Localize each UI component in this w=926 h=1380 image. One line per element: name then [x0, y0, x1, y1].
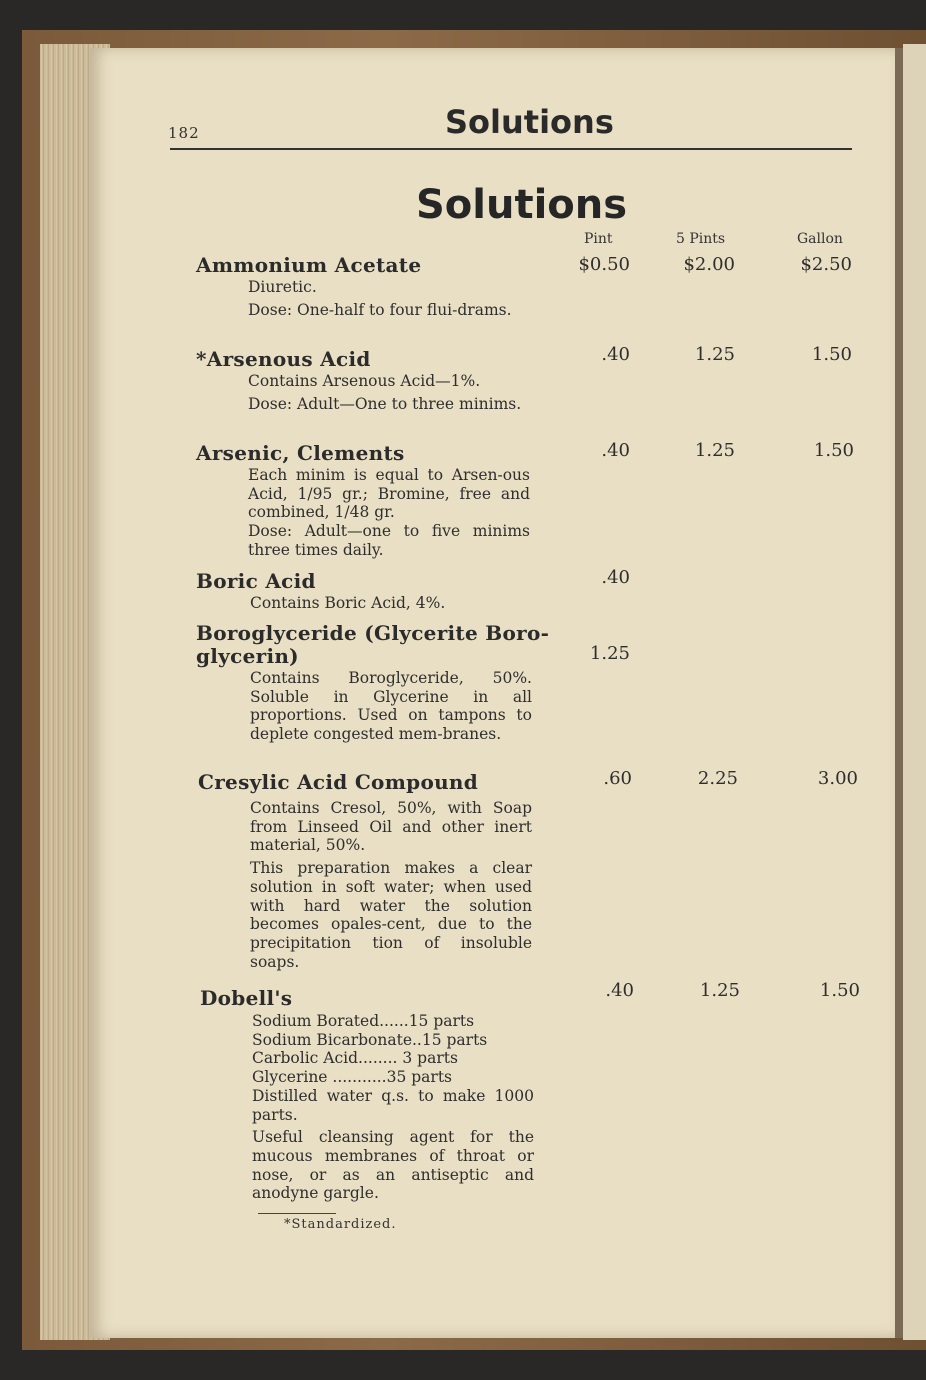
entry-desc-line: Each minim is equal to Arsen-ous Acid, 1/95 gr.; Bromine, free and combined, 1/48 gr.: [248, 466, 530, 522]
running-head: Solutions: [445, 103, 614, 141]
entry-desc-line: Distilled water q.s. to make 1000 parts.: [252, 1086, 534, 1124]
price-5-pints: $2.00: [683, 254, 735, 275]
price-pint: .60: [603, 768, 632, 789]
price-gallon: 1.50: [811, 344, 852, 365]
entry-title: Arsenic, Clements: [196, 441, 405, 465]
price-gallon: 1.50: [819, 980, 860, 1001]
entry-desc-line: Sodium Bicarbonate..15 parts: [252, 1030, 488, 1049]
price-pint: .40: [605, 980, 634, 1001]
column-header-gallon: Gallon: [797, 231, 843, 247]
entry-description: [252, 1012, 534, 1207]
entry-desc-line: Carbolic Acid........ 3 parts: [252, 1049, 458, 1068]
entry-description: [248, 372, 530, 417]
price-pint: .40: [601, 344, 630, 365]
column-header-pint: Pint: [584, 231, 613, 247]
entry-desc-line: Dose: Adult—one to five minims three times daily.: [248, 522, 530, 559]
price-5-pints: 1.25: [694, 440, 735, 461]
footnote: *Standardized.: [284, 1217, 397, 1232]
entry-desc-line: Diuretic.: [248, 278, 317, 296]
page-title: Solutions: [416, 182, 628, 228]
entry-title: Boric Acid: [196, 569, 316, 593]
price-5-pints: 1.25: [699, 980, 740, 1001]
entry-title: Dobell's: [200, 986, 293, 1010]
entry-desc-line: Dose: Adult—One to three minims.: [248, 394, 522, 413]
price-5-pints: 2.25: [697, 768, 738, 789]
entry-title: *Arsenous Acid: [196, 347, 371, 371]
entry-title: Ammonium Acetate: [196, 253, 422, 277]
entry-description: [250, 669, 532, 748]
price-gallon: 3.00: [817, 768, 858, 789]
price-pint: $0.50: [578, 254, 630, 275]
entry-title: Boroglyceride (Glycerite Boro-glycerin): [196, 621, 550, 668]
entry-description: [250, 594, 532, 617]
entry-description: [250, 799, 532, 975]
entry-desc-line: Sodium Borated......15 parts: [252, 1012, 475, 1030]
price-pint: .40: [601, 440, 630, 461]
price-pint: 1.25: [589, 643, 630, 664]
price-gallon: $2.50: [800, 254, 852, 275]
entry-desc-line: Contains Boric Acid, 4%.: [250, 594, 446, 612]
entry-description: [248, 278, 530, 323]
footnote-rule: [258, 1213, 336, 1214]
entry-desc-line: Contains Cresol, 50%, with Soap from Linseed Oil and other inert material, 50%.: [250, 799, 532, 855]
price-5-pints: 1.25: [694, 344, 735, 365]
entry-desc-line: This preparation makes a clear solution in soft water; when used with hard water the solution becomes opales-cent, due to the precipitation tion of insoluble soaps.: [250, 859, 532, 971]
entry-title: Cresylic Acid Compound: [198, 770, 479, 794]
column-header-5-pints: 5 Pints: [676, 231, 726, 247]
entry-description: [248, 466, 530, 564]
page-gutter: [895, 48, 903, 1338]
facing-page-edge: [903, 44, 926, 1340]
entry-desc-line: Glycerine ...........35 parts: [252, 1068, 453, 1087]
price-pint: .40: [601, 567, 630, 588]
entry-desc-line: Contains Arsenous Acid—1%.: [248, 372, 481, 390]
entry-desc-line: Useful cleansing agent for the mucous membranes of throat or nose, or as an antiseptic and anodyne gargle.: [252, 1128, 534, 1203]
entry-desc-line: Contains Boroglyceride, 50%. Soluble in Glycerine in all proportions. Used on tampons to deplete congested mem-branes.: [250, 669, 532, 744]
header-rule: [170, 148, 852, 150]
entry-desc-line: Dose: One-half to four flui-drams.: [248, 300, 512, 319]
price-gallon: 1.50: [813, 440, 854, 461]
page-number: 182: [168, 124, 200, 142]
